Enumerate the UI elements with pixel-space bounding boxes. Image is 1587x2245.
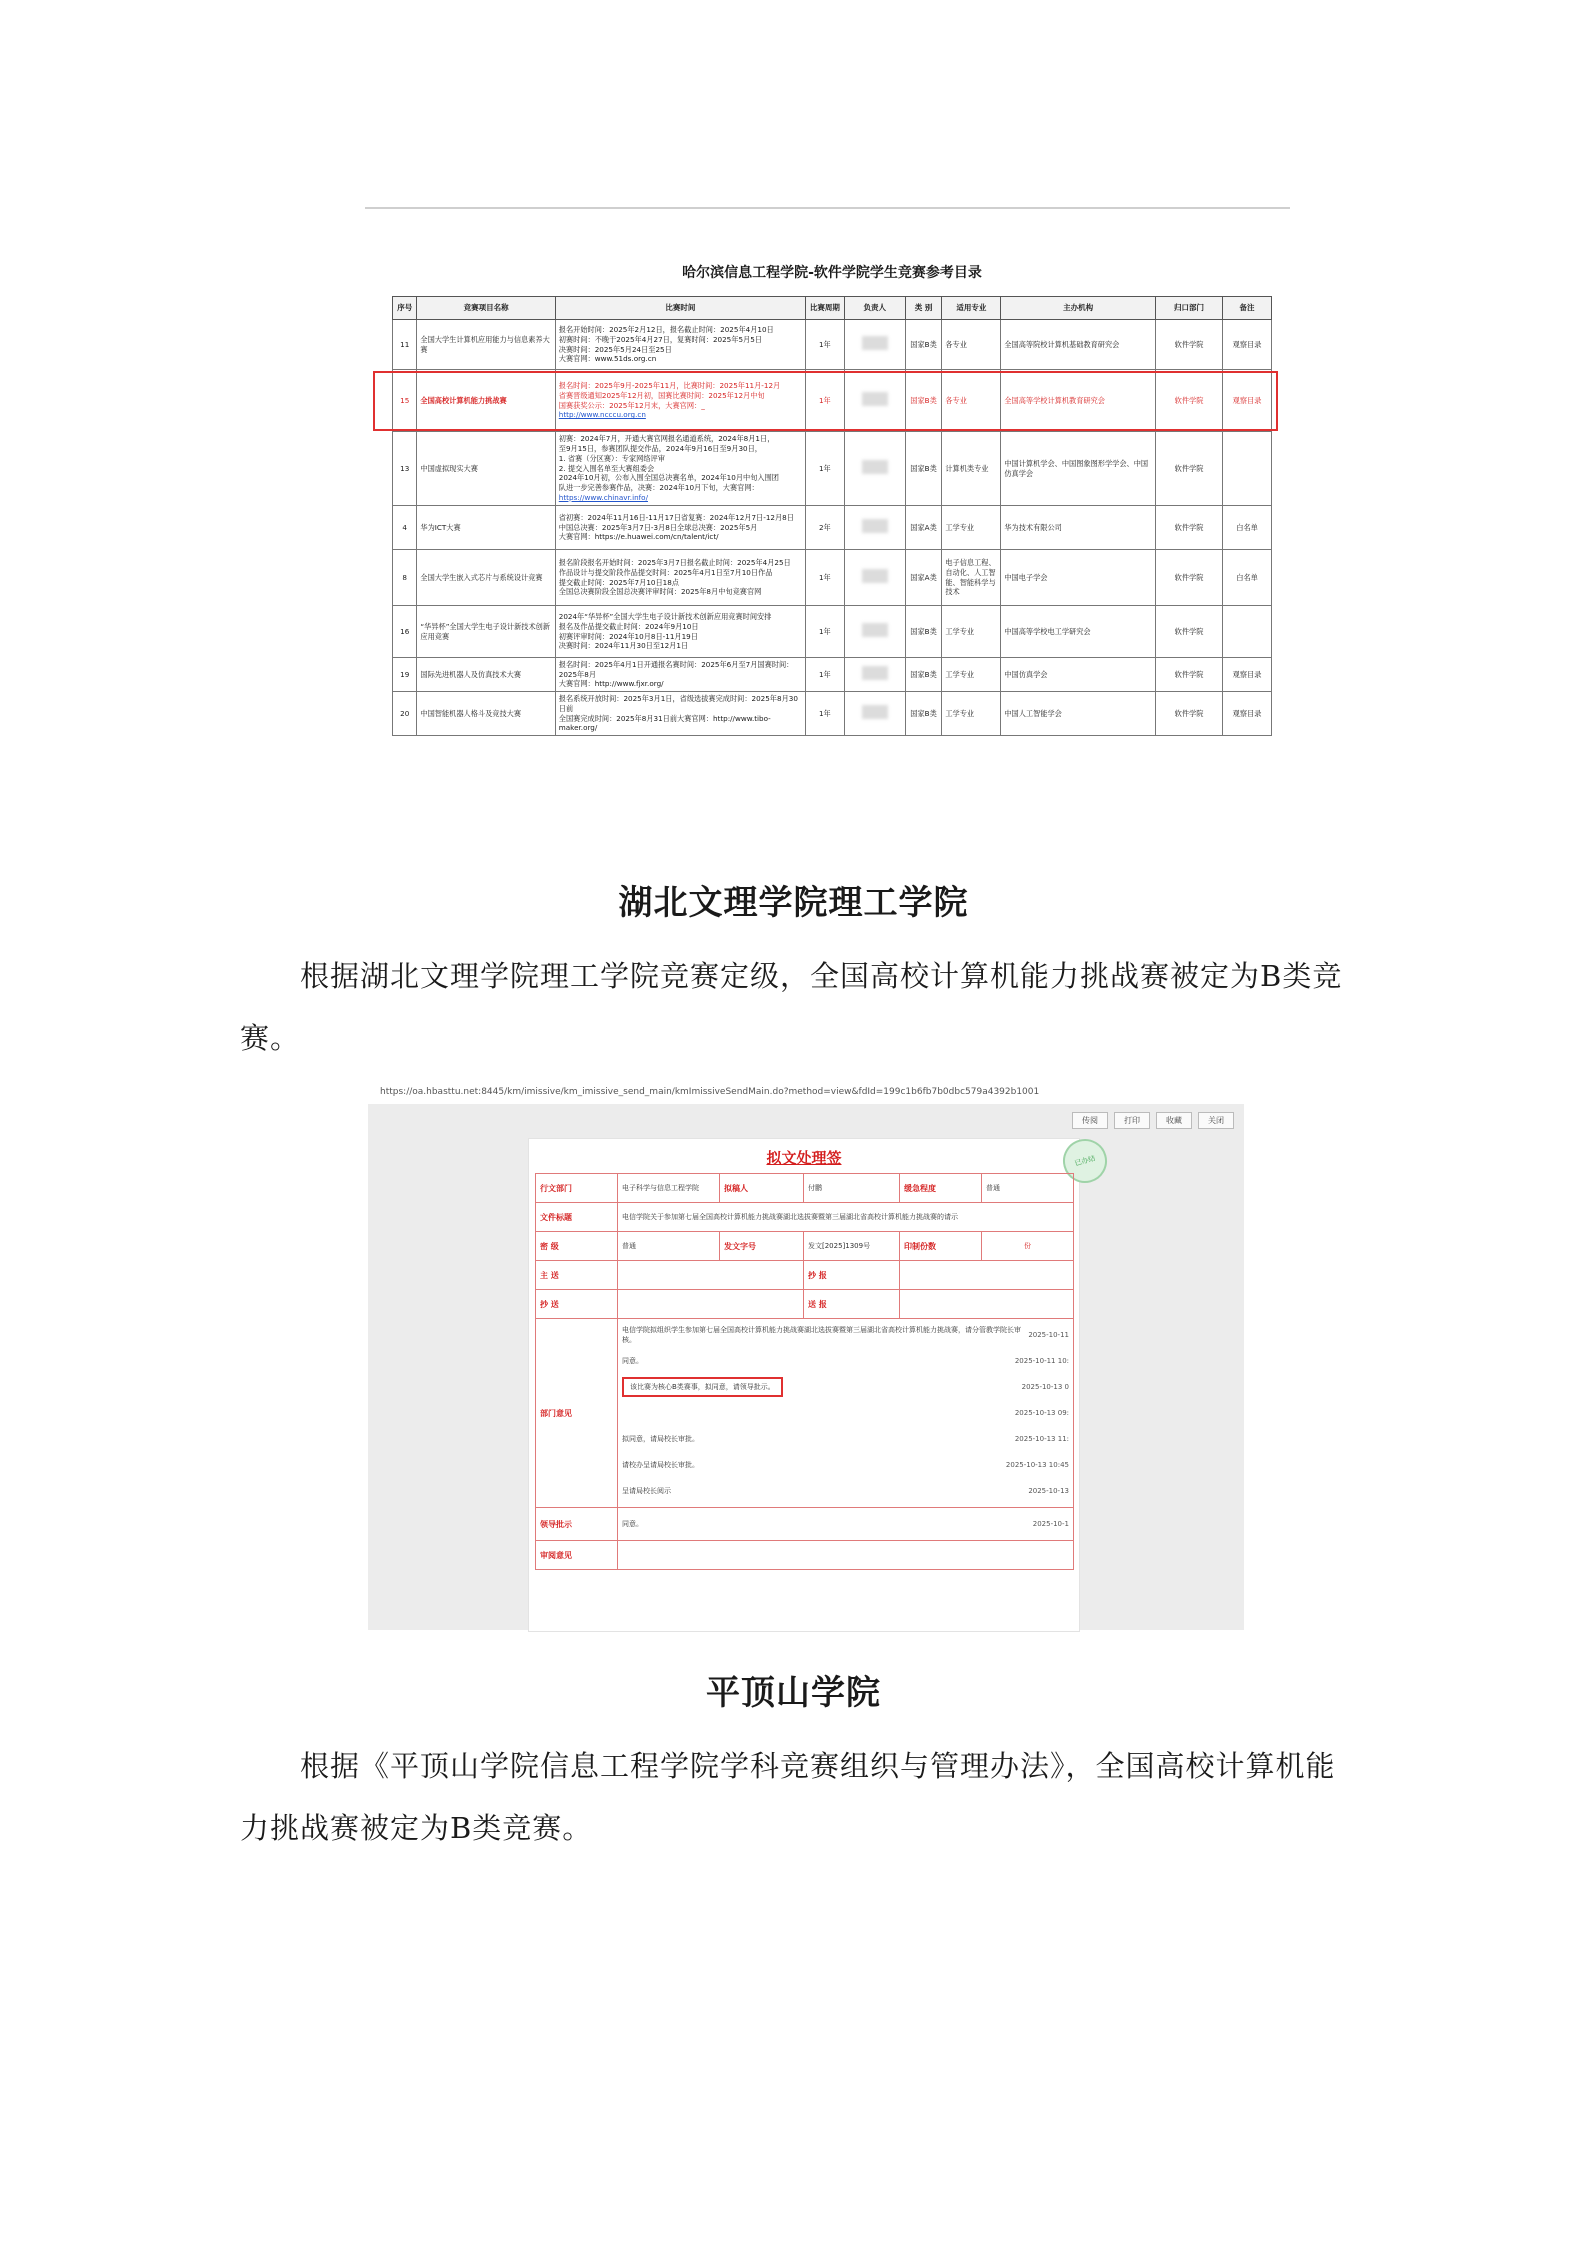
- opinion-label: 部门意见: [536, 1319, 618, 1508]
- secret-value: 普通: [618, 1232, 720, 1261]
- opinion-item: 呈请局校长阅示 2025-10-13: [622, 1487, 1069, 1495]
- section-title-pingdingshan: 平顶山学院: [706, 1673, 881, 1713]
- table-header-cell: 竞赛项目名称: [417, 297, 555, 320]
- table-row: 20 中国智能机器人格斗及竞技大赛 报名系统开放时间：2025年3月1日，省级选拔赛完成时间：2025年8月30日前 全国赛完成时间：2025年8月31日前大赛官网：http://www.tibo-maker.org/ 1年 国家B类 工学专业 中国人工智能学会 软件学院 观察目录: [393, 692, 1272, 736]
- oa-screenshot: [368, 1080, 1244, 1630]
- section-title-hubei: 湖北文理学院理工学院: [618, 883, 969, 923]
- leader-opinion-text: 同意。: [622, 1520, 643, 1528]
- highlight-box: [373, 371, 1278, 431]
- redacted-name: [862, 460, 888, 474]
- paragraph-pingdingshan: 根据《平顶山学院信息工程学院学科竞赛组织与管理办法》，全国高校计算机能力挑战赛被定为B类竞赛。: [240, 1749, 1336, 1845]
- forward-button[interactable]: 传阅: [1072, 1112, 1108, 1129]
- oa-background: [368, 1104, 1244, 1630]
- table-header-cell: 序号: [393, 297, 417, 320]
- opinion-item: 2025-10-13 09:: [1014, 1409, 1069, 1417]
- opinion-item: 请校办呈请局校长审批。 2025-10-13 10:45: [622, 1461, 1069, 1469]
- table-header-cell: 归口部门: [1155, 297, 1222, 320]
- table-row: 11 全国大学生计算机应用能力与信息素养大赛 报名开始时间：2025年2月12日，报名截止时间：2025年4月10日 初赛时间：不晚于2025年4月27日，复赛时间：2025年5月5日 决赛时间：2025年5月24日至25日 大赛官网：www.51ds.org.cn 1年 国家B类 各专业 全国高等院校计算机基础教育研究会 软件学院 观察目录: [393, 320, 1272, 370]
- done-stamp: 已办结: [1058, 1134, 1112, 1188]
- table-row: 16 “华异杯”全国大学生电子设计新技术创新应用竞赛 2024年“华异杯”全国大学生电子设计新技术创新应用竞赛时间安排 报名及作品提交截止时间：2024年9月10日 初赛评审时间：2024年10月8日-11月19日 决赛时间：2024年11月30日至12月1日 1年 国家B类 工学专业 中国高等学校电工学研究会 软件学院: [393, 606, 1272, 658]
- table-header-cell: 主办机构: [1001, 297, 1156, 320]
- table-header-row: [393, 297, 1272, 320]
- favorite-button[interactable]: 收藏: [1156, 1112, 1192, 1129]
- redacted-name: [862, 623, 888, 637]
- table-row: 19 国际先进机器人及仿真技术大赛 报名时间：2025年4月1日开通报名赛时间：2025年6月至7月国赛时间：2025年8月 大赛官网：http://www.fjxr.org/ 1年 国家B类 工学专业 中国仿真学会 软件学院 观察目录: [393, 658, 1272, 692]
- oa-form-paper: [528, 1138, 1097, 1632]
- table-row: 15 全国高校计算机能力挑战赛 报名时间：2025年9月-2025年11月，比赛时间：2025年11月-12月 省赛晋级通知2025年12月初，国赛比赛时间：2025年12月中旬 国赛获奖公示：2025年12月末，大赛官网：_ http://www.ncccu.org.cn 1年 国家B类 各专业 全国高等学校计算机教育研究会 软件学院 观察目录: [393, 370, 1272, 432]
- table-header-cell: 负责人: [844, 297, 905, 320]
- urgency-value: 普通: [982, 1174, 1074, 1203]
- paragraph-hubei: 根据湖北文理学院理工学院竞赛定级，全国高校计算机能力挑战赛被定为B类竞赛。: [240, 959, 1343, 1055]
- opinion-item: 电信学院拟组织学生参加第七届全国高校计算机能力挑战赛湖北选拔赛暨第三届湖北省高校计算机能力挑战赛，请分管教学院长审核。 2025-10-11: [622, 1326, 1069, 1344]
- drafter-value: 付鹏: [804, 1174, 900, 1203]
- opinion-item: 拟同意，请局校长审批。 2025-10-13 11:: [622, 1435, 1069, 1443]
- table-row: 4 华为ICT大赛 省初赛：2024年11月16日-11月17日省复赛：2024年12月7日-12月8日 中国总决赛：2025年3月7日-3月8日全球总决赛：2025年5月 大赛官网：https://e.huawei.com/cn/talent/ict/ 2年 国家A类 工学专业 华为技术有限公司 软件学院 白名单: [393, 506, 1272, 550]
- copies-value: 份: [982, 1232, 1074, 1261]
- table-row: 13 中国虚拟现实大赛 初赛：2024年7月，开通大赛官网报名通道系统，2024年8月1日， 至9月15日，参赛团队提交作品，2024年9月16日至9月30日， 1. 省赛（分区赛）：专家网络评审 2. 提交入围名单至大赛组委会 2024年10月初，公布入围全国总决赛名单，2024年10月中旬入围团 队进一步完善参赛作品，决赛：2024年10月下旬，大赛官网： https://www.chinavr.info/ 1年 国家B类 计算机类专业 中国计算机学会、中国图象图形学学会、中国仿真学会 软件学院: [393, 432, 1272, 506]
- table-header-cell: 比赛时间: [555, 297, 805, 320]
- subject-value: 电信学院关于参加第七届全国高校计算机能力挑战赛湖北选拔赛暨第三届湖北省高校计算机能力挑战赛的请示: [618, 1203, 1074, 1232]
- redacted-name: [862, 569, 888, 583]
- redacted-name: [862, 666, 888, 680]
- docno-value: 发文[2025]1309号: [804, 1232, 900, 1261]
- leader-opinion-time: 2025-10-1: [1032, 1520, 1069, 1528]
- table-header-cell: 类 别: [905, 297, 942, 320]
- table-header-cell: 比赛周期: [806, 297, 845, 320]
- table-title: 哈尔滨信息工程学院-软件学院学生竞赛参考目录: [682, 265, 982, 281]
- redacted-name: [862, 705, 888, 719]
- competition-table: [392, 296, 1272, 736]
- table-row: 8 全国大学生嵌入式芯片与系统设计竞赛 报名阶段报名开始时间：2025年3月7日报名截止时间：2025年4月25日 作品设计与提交阶段作品提交时间：2025年4月1日至7月10日作品 提交截止时间：2025年7月10日18点 全国总决赛阶段全国总决赛评审时间：2025年8月中旬竞赛官网 1年 国家A类 电子信息工程、自动化、人工智能、智能科学与技术 中国电子学会 软件学院 白名单: [393, 550, 1272, 606]
- redacted-name: [862, 336, 888, 350]
- oa-toolbar: [1072, 1112, 1234, 1129]
- competition-table-image: [392, 262, 1272, 736]
- opinion-list: [618, 1319, 1074, 1508]
- close-button[interactable]: 关闭: [1198, 1112, 1234, 1129]
- oa-form-title: 拟文处理签: [766, 1149, 842, 1167]
- redacted-name: [862, 519, 888, 533]
- table-header-cell: 备注: [1223, 297, 1272, 320]
- browser-url: https://oa.hbasttu.net:8445/km/imissive/km_imissive_send_main/kmImissiveSendMain.do?method=view&fdId=199c1b6fb7b0dbc579a4392b1001: [380, 1087, 1040, 1097]
- opinion-item: 该比赛为核心B类赛事，拟同意，请领导批示。 2025-10-13 0: [622, 1374, 1069, 1400]
- oa-form-table: 行文部门 电子科学与信息工程学院 拟稿人 付鹏 缓急程度 普通 文件标题 电信学院关于参加第七届全国高校计算机能力挑战赛湖北选拔赛暨第三届湖北省高校计算机能力挑战赛的请示 密 级 普通 发文字号 发文[2025]1309号 印制份数 份 主 送 抄 报 抄 送 送 报 部门意见 电信学院拟组织学生参加第七届全国高校计算机能力挑战赛湖北选拔赛暨第三届湖北省高校计算机能力挑战赛，请分管教学院长审核。 2025-10-11 同意。 2025-10-11 10: 该比赛为核心B类赛事，拟同意，请领导批示。 2025-10-13 0 2025-10-13 09: 拟同意，请局校长审批。 2025-10-13 11: 请校办呈请局校长审批。 2025-10-13 10:45 呈请局校长阅示 2025-10-13 领导批示 同意。 2025-10-1 审阅意见: [535, 1173, 1074, 1570]
- print-button[interactable]: 打印: [1114, 1112, 1150, 1129]
- dept-value: 电子科学与信息工程学院: [618, 1174, 720, 1203]
- table-header-cell: 适用专业: [942, 297, 1001, 320]
- opinion-item: 同意。 2025-10-11 10:: [622, 1357, 1069, 1365]
- top-divider: [365, 207, 1290, 209]
